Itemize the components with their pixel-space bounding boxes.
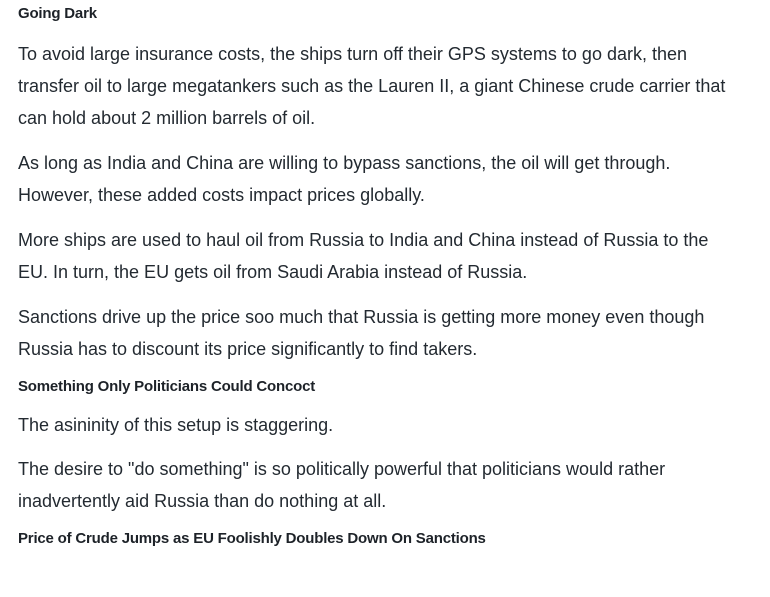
paragraph-insurance-costs: To avoid large insurance costs, the ships turn off their GPS systems to go dark, then transfer oil to large megatankers such as the Lauren II, a giant Chinese crude carrier that can hold about 2 million barrels of oil. <box>18 44 726 128</box>
paragraph-bypass-sanctions: As long as India and China are willing to bypass sanctions, the oil will get through. However, these added costs impact prices globally. <box>18 153 671 205</box>
paragraph-asininity: The asininity of this setup is staggering. <box>18 415 334 435</box>
paragraph-sanctions-price: Sanctions drive up the price soo much that Russia is getting more money even though Russia has to discount its price significantly to find takers. <box>18 307 705 359</box>
section-heading-going-dark: Going Dark <box>18 5 97 22</box>
paragraph-ships-haul-oil: More ships are used to haul oil from Russia to India and China instead of Russia to the EU. In turn, the EU gets oil from Saudi Arabia instead of Russia. <box>18 230 709 282</box>
link-heading-price-of-crude[interactable]: Price of Crude Jumps as EU Foolishly Doubles Down On Sanctions <box>18 530 486 547</box>
paragraph-do-something: The desire to "do something" is so politically powerful that politicians would rather inadvertently aid Russia than do nothing at all. <box>18 459 666 511</box>
section-heading-politicians: Something Only Politicians Could Concoct <box>18 378 316 395</box>
